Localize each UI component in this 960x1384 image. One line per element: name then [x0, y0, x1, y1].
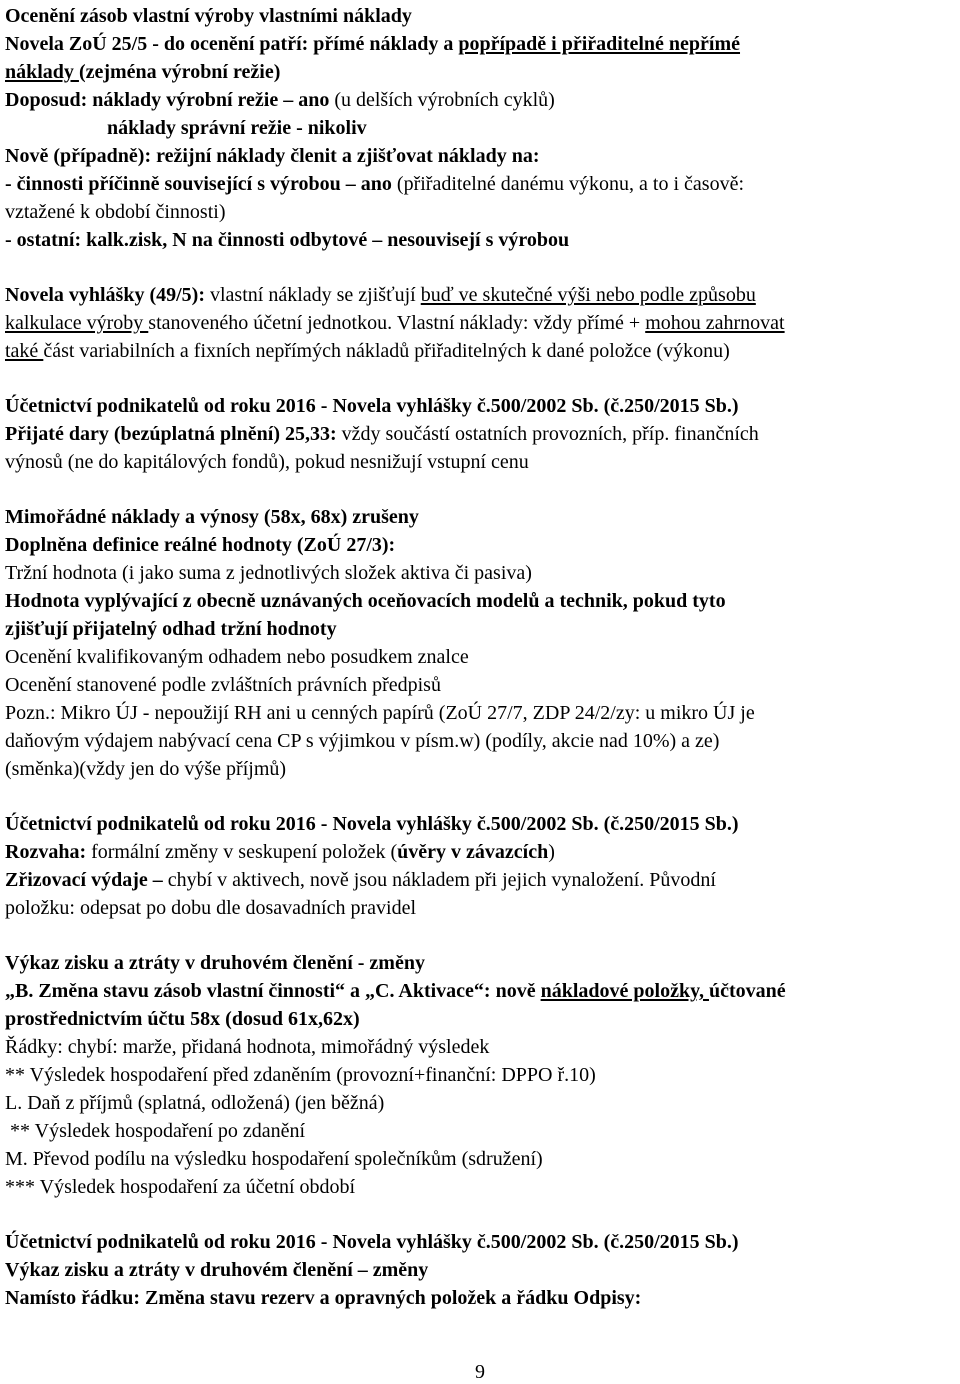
- spacer: [5, 254, 950, 281]
- bold-text: - činnosti příčinně související s výrobou – ano: [5, 173, 392, 195]
- text-span: formální změny v seskupení položek (: [86, 841, 398, 863]
- page-number: 9: [475, 1361, 485, 1383]
- spacer: [5, 1201, 950, 1228]
- text-line: Výkaz zisku a ztráty v druhovém členění – změny: [5, 1259, 429, 1281]
- text-line: Mimořádné náklady a výnosy (58x, 68x) zrušeny: [5, 506, 419, 528]
- text-span: vždy součástí ostatních provozních, příp. finančních: [336, 423, 759, 445]
- underlined-text: nákladové položky,: [540, 980, 709, 1002]
- text-line: Pozn.: Mikro ÚJ - nepoužijí RH ani u cenných papírů (ZoÚ 27/7, ZDP 24/2/zy: u mikro ÚJ je: [5, 702, 755, 724]
- bold-text: Přijaté dary (bezúplatná plnění) 25,33:: [5, 423, 337, 445]
- text-line: výnosů (ne do kapitálových fondů), pokud nesnižují vstupní cenu: [5, 451, 529, 473]
- text-line: Doplněna definice reálné hodnoty (ZoÚ 27/3):: [5, 534, 396, 556]
- bold-text: „B. Změna stavu zásob vlastní činnosti“ a „C. Aktivace“: nově: [5, 980, 541, 1002]
- section-heading: Účetnictví podnikatelů od roku 2016 - Novela vyhlášky č.500/2002 Sb. (č.250/2015 Sb.): [5, 1231, 739, 1253]
- text-line: Ocenění stanovené podle zvláštních právních předpisů: [5, 674, 441, 696]
- text-line: [5, 838, 950, 866]
- text-line: (směnka)(vždy jen do výše příjmů): [5, 758, 287, 780]
- text-span: část variabilních a fixních nepřímých nákladů přiřaditelných k dané položce (výkonu): [43, 340, 730, 362]
- underlined-text: také: [5, 340, 44, 362]
- spacer: [5, 476, 950, 503]
- text-span: Novela ZoÚ 25/5 - do ocenění patří: přímé náklady a: [5, 33, 459, 55]
- text-line: vztažené k období činnosti): [5, 201, 226, 223]
- spacer: [5, 365, 950, 392]
- underlined-text: buď ve skutečné výši nebo podle způsobu: [420, 284, 756, 306]
- text-line: [5, 337, 950, 365]
- document-page: [5, 2, 950, 1312]
- text-line: Tržní hodnota (i jako suma z jednotlivých složek aktiva či pasiva): [5, 562, 532, 584]
- text-line: [5, 420, 950, 448]
- indented-line: náklady správní režie - nikoliv: [107, 117, 367, 139]
- text-line: [5, 30, 950, 58]
- text-span: (u delších výrobních cyklů): [329, 89, 555, 111]
- underlined-text: kalkulace výroby: [5, 312, 149, 334]
- text-line: [5, 86, 950, 114]
- bold-text: účtované: [708, 980, 786, 1002]
- text-line: - ostatní: kalk.zisk, N na činnosti odbytové – nesouvisejí s výrobou: [5, 229, 570, 251]
- bold-text: Novela vyhlášky (49/5):: [5, 284, 205, 306]
- text-line: Výkaz zisku a ztráty v druhovém členění - změny: [5, 952, 425, 974]
- text-line: M. Převod podílu na výsledku hospodaření společníkům (sdružení): [5, 1148, 543, 1170]
- text-span: stanoveného účetní jednotkou. Vlastní náklady: vždy přímé +: [148, 312, 646, 334]
- text-line: [5, 977, 950, 1005]
- section-title: Ocenění zásob vlastní výroby vlastními náklady: [5, 5, 412, 27]
- underlined-text: náklady: [5, 61, 79, 83]
- text-line: [5, 309, 950, 337]
- text-line: Řádky: chybí: marže, přidaná hodnota, mimořádný výsledek: [5, 1036, 490, 1058]
- text-line: ** Výsledek hospodaření před zdaněním (provozní+finanční: DPPO ř.10): [5, 1064, 596, 1086]
- bold-text: Doposud: náklady výrobní režie – ano: [5, 89, 330, 111]
- text-line: [5, 866, 950, 894]
- text-line: daňovým výdajem nabývací cena CP s výjimkou v písm.w) (podíly, akcie nad 10%) a ze): [5, 730, 720, 752]
- text-line: [5, 58, 950, 86]
- underlined-text: popřípadě i přiřaditelné nepřímé: [458, 33, 741, 55]
- bold-text: úvěry v závazcích: [397, 841, 549, 863]
- text-line: zjišťují přijatelný odhad tržní hodnoty: [5, 618, 337, 640]
- bold-text: Rozvaha:: [5, 841, 87, 863]
- text-span: (přiřaditelné danému výkonu, a to i časově:: [391, 173, 745, 195]
- text-line: ** Výsledek hospodaření po zdanění: [5, 1120, 306, 1142]
- bold-text: Zřizovací výdaje –: [5, 869, 163, 891]
- text-line: Ocenění kvalifikovaným odhadem nebo posudkem znalce: [5, 646, 469, 668]
- text-line: *** Výsledek hospodaření za účetní období: [5, 1176, 356, 1198]
- text-span: ): [548, 841, 555, 863]
- text-line: L. Daň z příjmů (splatná, odložená) (jen běžná): [5, 1092, 385, 1114]
- text-line: Hodnota vyplývající z obecně uznávaných oceňovacích modelů a technik, pokud tyto: [5, 590, 726, 612]
- text-line: Nově (případně): režijní náklady členit a zjišťovat náklady na:: [5, 145, 540, 167]
- text-span: (zejména výrobní režie): [78, 61, 281, 83]
- text-line: [5, 281, 950, 309]
- text-span: vlastní náklady se zjišťují: [205, 284, 421, 306]
- section-heading: Účetnictví podnikatelů od roku 2016 - Novela vyhlášky č.500/2002 Sb. (č.250/2015 Sb.): [5, 395, 739, 417]
- text-line: [5, 170, 950, 198]
- text-line: Namísto řádku: Změna stavu rezerv a opravných položek a řádku Odpisy:: [5, 1287, 642, 1309]
- spacer: [5, 922, 950, 949]
- underlined-text: mohou zahrnovat: [645, 312, 785, 334]
- spacer: [5, 783, 950, 810]
- section-heading: Účetnictví podnikatelů od roku 2016 - Novela vyhlášky č.500/2002 Sb. (č.250/2015 Sb.): [5, 813, 739, 835]
- text-line: položku: odepsat po dobu dle dosavadních pravidel: [5, 897, 417, 919]
- text-span: chybí v aktivech, nově jsou nákladem při jejich vynaložení. Původní: [162, 869, 716, 891]
- text-line: prostřednictvím účtu 58x (dosud 61x,62x): [5, 1008, 360, 1030]
